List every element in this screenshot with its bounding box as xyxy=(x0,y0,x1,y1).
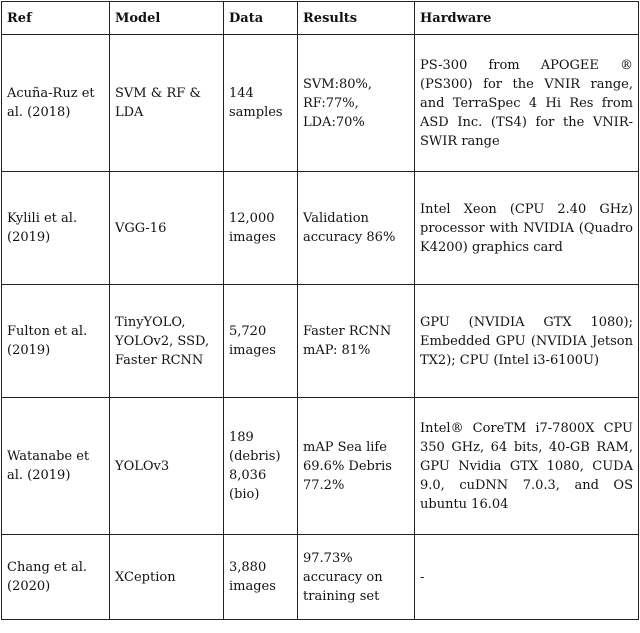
cell-results: Faster RCNN mAP: 81% xyxy=(298,285,415,398)
cell-ref: Fulton et al. (2019) xyxy=(2,285,110,398)
header-hardware: Hardware xyxy=(415,2,639,35)
table-row xyxy=(2,172,639,285)
header-model: Model xyxy=(110,2,224,35)
cell-data: 189 (debris) 8,036 (bio) xyxy=(224,398,298,535)
cell-model: YOLOv3 xyxy=(110,398,224,535)
header-results: Results xyxy=(298,2,415,35)
cell-hardware: PS-300 from APOGEE ® (PS300) for the VNIR range, and TerraSpec 4 Hi Res from ASD Inc. (TS4) for the VNIR-SWIR range xyxy=(415,35,639,172)
cell-data: 5,720 images xyxy=(224,285,298,398)
header-ref: Ref xyxy=(2,2,110,35)
cell-results: mAP Sea life 69.6% Debris 77.2% xyxy=(298,398,415,535)
cell-results: SVM:80%, RF:77%, LDA:70% xyxy=(298,35,415,172)
cell-results: Validation accuracy 86% xyxy=(298,172,415,285)
comparison-table xyxy=(1,1,639,620)
table-row xyxy=(2,535,639,620)
cell-data: 144 samples xyxy=(224,35,298,172)
cell-data: 12,000 images xyxy=(224,172,298,285)
cell-model: SVM & RF & LDA xyxy=(110,35,224,172)
cell-hardware: GPU (NVIDIA GTX 1080); Embedded GPU (NVIDIA Jetson TX2); CPU (Intel i3-6100U) xyxy=(415,285,639,398)
table-row xyxy=(2,35,639,172)
cell-ref: Watanabe et al. (2019) xyxy=(2,398,110,535)
cell-hardware: Intel Xeon (CPU 2.40 GHz) processor with NVIDIA (Quadro K4200) graphics card xyxy=(415,172,639,285)
cell-ref: Acuña-Ruz et al. (2018) xyxy=(2,35,110,172)
cell-results: 97.73% accuracy on training set xyxy=(298,535,415,620)
cell-ref: Kylili et al. (2019) xyxy=(2,172,110,285)
cell-hardware: - xyxy=(415,535,639,620)
header-row xyxy=(2,2,639,35)
header-data: Data xyxy=(224,2,298,35)
cell-model: VGG-16 xyxy=(110,172,224,285)
cell-hardware: Intel® CoreTM i7-7800X CPU 350 GHz, 64 bits, 40-GB RAM, GPU Nvidia GTX 1080, CUDA 9.0, cuDNN 7.0.3, and OS ubuntu 16.04 xyxy=(415,398,639,535)
cell-model: XCeption xyxy=(110,535,224,620)
cell-data: 3,880 images xyxy=(224,535,298,620)
cell-model: TinyYOLO, YOLOv2, SSD, Faster RCNN xyxy=(110,285,224,398)
cell-ref: Chang et al. (2020) xyxy=(2,535,110,620)
table-row xyxy=(2,285,639,398)
table-row xyxy=(2,398,639,535)
